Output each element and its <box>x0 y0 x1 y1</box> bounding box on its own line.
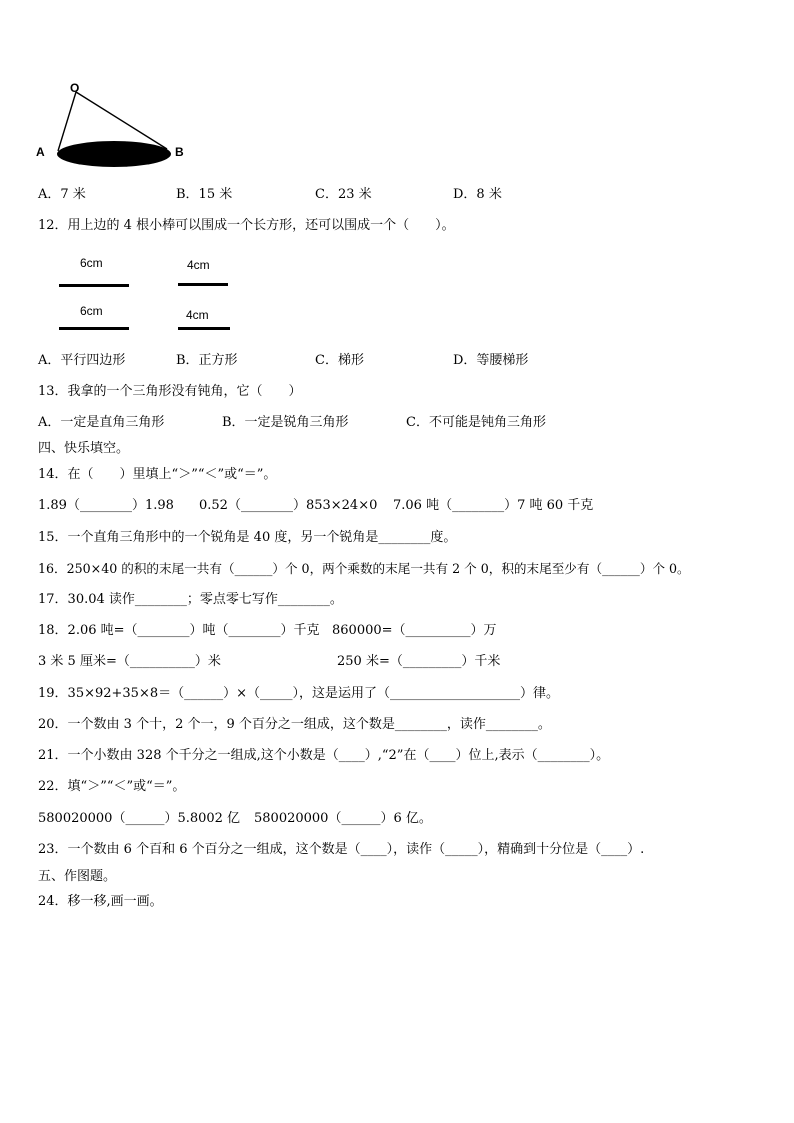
q14-item-3: 7.06 吨（________）7 吨 60 千克 <box>393 498 594 513</box>
q22-question: 22．填“＞”“＜”或“＝”。 <box>38 779 186 794</box>
q18-part-2: 860000=（__________）万 <box>332 623 497 638</box>
q15-question: 15．一个直角三角形中的一个锐角是 40 度，另一个锐角是________度。 <box>38 530 457 545</box>
stick-label-4: 4cm <box>186 308 209 322</box>
cone-drawing <box>30 78 200 174</box>
q24-question: 24．移一移,画一画。 <box>38 894 163 909</box>
stick-3 <box>59 327 129 330</box>
stick-label-1: 6cm <box>80 256 103 270</box>
stick-2 <box>178 283 228 286</box>
q11-option-b: B．15 米 <box>176 187 233 202</box>
point-a-label: A <box>36 145 45 159</box>
q13-question: 13．我拿的一个三角形没有钝角，它（ ） <box>38 384 302 399</box>
q11-option-d: D．8 米 <box>453 187 502 202</box>
q14-item-2: 0.52（________）853×24×0 <box>199 498 378 513</box>
q12-option-a: A．平行四边形 <box>38 353 126 368</box>
q11-option-a: A．7 米 <box>38 187 86 202</box>
q12-option-c: C．梯形 <box>315 353 364 368</box>
q16-question: 16．250×40 的积的末尾一共有（______）个 0，两个乘数的末尾一共有 2 个 0，积的末尾至少有（______）个 0。 <box>38 561 690 576</box>
q18-part-3: 3 米 5 厘米=（__________）米 <box>38 654 221 669</box>
q12-option-b: B．正方形 <box>176 353 238 368</box>
point-b-label: B <box>175 145 184 159</box>
point-o-label: O <box>70 81 80 95</box>
q12-question: 12．用上边的 4 根小棒可以围成一个长方形，还可以围成一个（ ）。 <box>38 218 455 233</box>
q22-item-2: 580020000（______）6 亿。 <box>254 811 432 826</box>
section-4-heading: 四、快乐填空。 <box>38 441 130 456</box>
cone-figure <box>30 78 200 174</box>
q13-option-a: A．一定是直角三角形 <box>38 415 165 430</box>
q12-option-d: D．等腰梯形 <box>453 353 529 368</box>
q11-option-c: C．23 米 <box>315 187 372 202</box>
q14-item-1: 1.89（________）1.98 <box>38 498 174 513</box>
stick-label-2: 4cm <box>187 258 210 272</box>
stick-4 <box>178 327 230 330</box>
section-5-heading: 五、作图题。 <box>38 869 117 884</box>
q21-question: 21．一个小数由 328 个千分之一组成,这个小数是（____）,“2”在（____）位上,表示（________）。 <box>38 748 610 763</box>
q13-option-b: B．一定是锐角三角形 <box>222 415 349 430</box>
q23-question: 23．一个数由 6 个百和 6 个百分之一组成，这个数是（____），读作（_____），精确到十分位是（____）. <box>38 842 645 857</box>
q18-part-4: 250 米=（_________）千米 <box>337 654 501 669</box>
q18-part-1: 18．2.06 吨=（________）吨（________）千克 <box>38 623 320 638</box>
q17-question: 17．30.04 读作________；零点零七写作________。 <box>38 592 343 607</box>
q19-question: 19．35×92+35×8＝（______）×（_____），这是运用了（____________________）律。 <box>38 686 560 701</box>
stick-1 <box>59 284 129 287</box>
stick-label-3: 6cm <box>80 304 103 318</box>
q14-question: 14．在（ ）里填上“＞”“＜”或“＝”。 <box>38 467 277 482</box>
q13-option-c: C．不可能是钝角三角形 <box>406 415 546 430</box>
q22-item-1: 580020000（______）5.8002 亿 <box>38 811 241 826</box>
q20-question: 20．一个数由 3 个十，2 个一，9 个百分之一组成，这个数是________，读作________。 <box>38 717 551 732</box>
